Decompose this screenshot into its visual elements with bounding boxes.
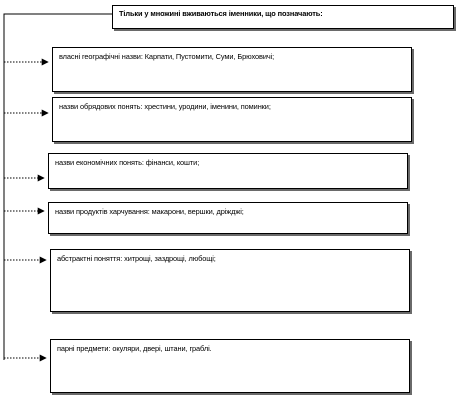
category-text-2: назви обрядових понять: хрестини, уродини, іменини, поминки;: [59, 102, 271, 111]
category-text-3: назви економічних понять: фінанси, кошти;: [55, 158, 200, 167]
category-text-1: власні географічні назви: Карпати, Пустомити, Суми, Брюховичі;: [59, 52, 275, 61]
category-box-3: [48, 153, 408, 189]
category-box-4: [48, 202, 408, 234]
header-box: [112, 5, 454, 29]
category-text-5: абстрактні поняття: хитрощі, заздрощі, любощі;: [57, 254, 216, 263]
category-box-6: [50, 339, 410, 393]
category-box-5: [50, 249, 410, 312]
header-text: Тільки у множині вживаються іменники, що позначають:: [119, 9, 323, 18]
category-box-2: [52, 97, 412, 142]
category-text-6: парні предмети: окуляри, двері, штани, граблі.: [57, 344, 212, 353]
category-text-4: назви продуктів харчування: макарони, вершки, дріжджі;: [55, 207, 244, 216]
category-box-1: [52, 47, 412, 92]
